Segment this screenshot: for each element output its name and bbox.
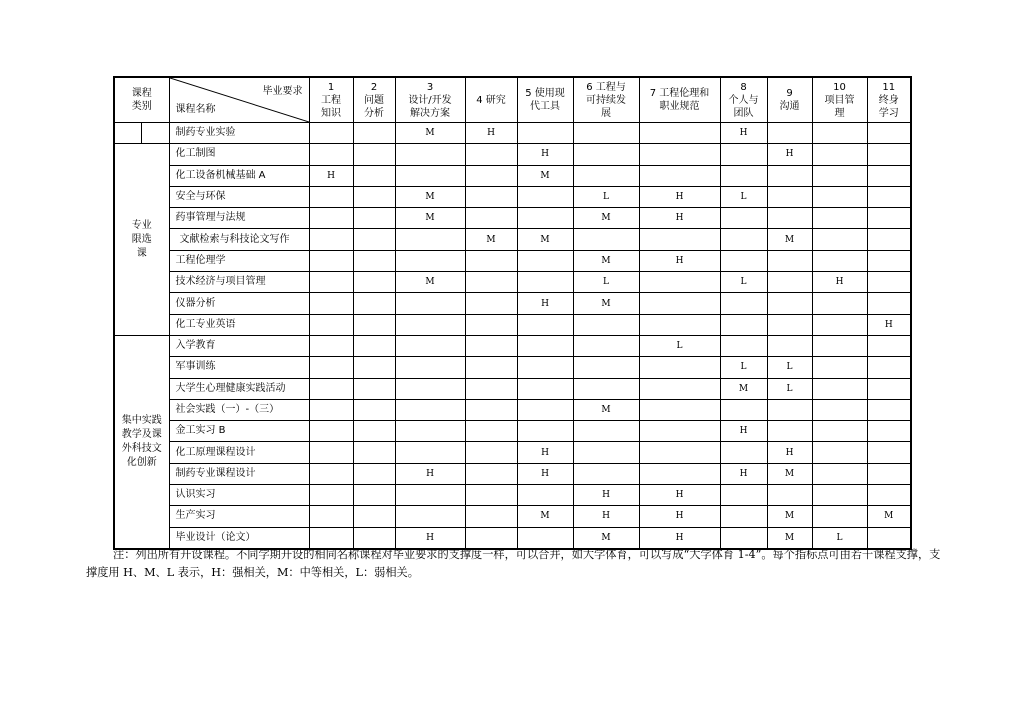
requirement-header-3: 3 设计/开发 解决方案	[395, 77, 465, 123]
support-level-cell	[465, 144, 517, 165]
support-level-cell	[309, 293, 353, 314]
support-level-cell	[517, 314, 573, 335]
support-level-cell: H	[517, 144, 573, 165]
course-name-cell: 制药专业课程设计	[169, 463, 309, 484]
support-level-cell	[465, 335, 517, 356]
support-level-cell	[465, 485, 517, 506]
support-level-cell	[573, 144, 639, 165]
course-name-cell: 生产实习	[169, 506, 309, 527]
support-level-cell	[353, 208, 395, 229]
support-level-cell	[573, 314, 639, 335]
support-level-cell	[573, 378, 639, 399]
support-level-cell	[309, 335, 353, 356]
course-name-cell: 化工设备机械基础 A	[169, 165, 309, 186]
support-level-cell	[767, 186, 812, 207]
support-level-cell	[573, 421, 639, 442]
support-level-cell	[465, 421, 517, 442]
support-level-cell	[720, 485, 767, 506]
course-name-cell: 制药专业实验	[169, 123, 309, 144]
support-level-cell: H	[767, 144, 812, 165]
support-level-cell	[812, 250, 867, 271]
support-level-cell	[867, 144, 911, 165]
support-level-cell	[639, 463, 720, 484]
support-level-cell: M	[573, 293, 639, 314]
table-row	[114, 314, 911, 335]
support-level-cell	[353, 421, 395, 442]
support-level-cell	[353, 378, 395, 399]
support-level-cell	[353, 250, 395, 271]
support-level-cell	[639, 378, 720, 399]
table-row	[114, 272, 911, 293]
support-level-cell	[867, 208, 911, 229]
support-level-cell	[812, 314, 867, 335]
requirement-header-11: 11 终身 学习	[867, 77, 911, 123]
support-level-cell	[720, 165, 767, 186]
requirement-header-4: 4 研究	[465, 77, 517, 123]
support-level-cell	[867, 485, 911, 506]
support-level-cell: H	[395, 527, 465, 549]
support-level-cell	[867, 378, 911, 399]
table-row	[114, 335, 911, 356]
support-level-cell	[767, 293, 812, 314]
course-category-cell: 集中实践 教学及课 外科技文 化创新	[114, 335, 169, 548]
support-level-cell	[812, 399, 867, 420]
requirement-header-9: 9 沟通	[767, 77, 812, 123]
course-name-cell: 化工制图	[169, 144, 309, 165]
support-level-cell	[812, 229, 867, 250]
support-level-cell	[309, 250, 353, 271]
support-level-cell	[767, 123, 812, 144]
support-level-cell	[517, 421, 573, 442]
support-level-cell	[309, 208, 353, 229]
support-level-cell	[395, 165, 465, 186]
table-row	[114, 485, 911, 506]
support-level-cell	[720, 506, 767, 527]
support-level-cell	[812, 463, 867, 484]
course-name-cell: 社会实践（一）-（三）	[169, 399, 309, 420]
support-level-cell	[517, 357, 573, 378]
requirement-header-1: 1 工程 知识	[309, 77, 353, 123]
support-level-cell: L	[720, 186, 767, 207]
table-row	[114, 357, 911, 378]
support-level-cell	[573, 357, 639, 378]
support-level-cell	[395, 293, 465, 314]
support-level-cell	[867, 293, 911, 314]
support-level-cell	[309, 144, 353, 165]
support-level-cell	[395, 357, 465, 378]
support-level-cell: H	[867, 314, 911, 335]
support-level-cell	[309, 186, 353, 207]
course-name-cell: 技术经济与项目管理	[169, 272, 309, 293]
support-level-cell	[395, 378, 465, 399]
support-level-cell	[309, 506, 353, 527]
support-level-cell: L	[720, 272, 767, 293]
support-level-cell	[720, 208, 767, 229]
support-level-cell	[465, 165, 517, 186]
course-name-cell: 金工实习 B	[169, 421, 309, 442]
support-level-cell	[309, 272, 353, 293]
course-name-cell: 药事管理与法规	[169, 208, 309, 229]
support-level-cell	[767, 250, 812, 271]
support-level-cell	[720, 250, 767, 271]
support-level-cell: M	[767, 506, 812, 527]
support-level-cell: M	[573, 208, 639, 229]
support-level-cell	[353, 485, 395, 506]
support-level-cell	[867, 442, 911, 463]
course-name-cell: 化工专业英语	[169, 314, 309, 335]
support-level-cell: M	[465, 229, 517, 250]
table-row	[114, 208, 911, 229]
support-level-cell	[720, 293, 767, 314]
support-level-cell: H	[517, 442, 573, 463]
support-level-cell: M	[517, 165, 573, 186]
support-level-cell	[465, 357, 517, 378]
support-level-cell	[465, 442, 517, 463]
support-level-cell	[573, 463, 639, 484]
category-header	[114, 77, 169, 123]
support-level-cell	[867, 186, 911, 207]
course-name-cell: 大学生心理健康实践活动	[169, 378, 309, 399]
support-level-cell	[720, 229, 767, 250]
support-level-cell: M	[517, 229, 573, 250]
course-name-cell: 文献检索与科技论文写作	[169, 229, 309, 250]
support-level-cell	[812, 357, 867, 378]
support-level-cell	[395, 485, 465, 506]
table-row	[114, 421, 911, 442]
course-name-cell: 毕业设计（论文）	[169, 527, 309, 549]
support-level-cell	[812, 208, 867, 229]
table-row	[114, 442, 911, 463]
support-level-cell: L	[812, 527, 867, 549]
support-level-cell: H	[720, 123, 767, 144]
support-level-cell	[720, 399, 767, 420]
support-level-cell	[353, 399, 395, 420]
support-level-cell	[812, 335, 867, 356]
course-category-cell	[114, 123, 141, 144]
support-level-cell	[353, 506, 395, 527]
support-level-cell: M	[867, 506, 911, 527]
support-level-cell	[309, 485, 353, 506]
support-level-cell: M	[395, 272, 465, 293]
support-level-cell	[867, 421, 911, 442]
support-level-cell	[517, 335, 573, 356]
support-level-cell	[517, 378, 573, 399]
table-row	[114, 463, 911, 484]
support-level-cell: M	[395, 123, 465, 144]
support-level-cell	[867, 229, 911, 250]
support-level-cell	[639, 399, 720, 420]
support-level-cell: H	[573, 485, 639, 506]
support-level-cell	[867, 357, 911, 378]
support-level-cell	[573, 229, 639, 250]
course-name-cell: 工程伦理学	[169, 250, 309, 271]
header-row	[114, 77, 911, 123]
support-level-cell: H	[639, 485, 720, 506]
support-level-cell: H	[573, 506, 639, 527]
table-row	[114, 165, 911, 186]
support-level-cell: H	[812, 272, 867, 293]
support-level-cell	[465, 378, 517, 399]
support-level-cell	[465, 463, 517, 484]
support-level-cell	[353, 144, 395, 165]
support-level-cell	[353, 463, 395, 484]
support-level-cell	[867, 123, 911, 144]
support-level-cell	[639, 123, 720, 144]
support-level-cell	[309, 421, 353, 442]
support-level-cell: H	[720, 463, 767, 484]
support-level-cell	[353, 186, 395, 207]
support-level-cell	[639, 229, 720, 250]
support-level-cell: H	[517, 293, 573, 314]
requirement-header-5: 5 使用现 代工具	[517, 77, 573, 123]
support-level-cell	[812, 506, 867, 527]
support-level-cell	[867, 250, 911, 271]
support-level-cell	[812, 442, 867, 463]
table-row	[114, 250, 911, 271]
support-level-cell: L	[573, 186, 639, 207]
support-level-cell: L	[767, 357, 812, 378]
table-row	[114, 378, 911, 399]
support-level-cell	[812, 123, 867, 144]
support-level-cell	[517, 250, 573, 271]
course-requirement-matrix	[113, 76, 912, 550]
support-level-cell: L	[573, 272, 639, 293]
support-level-cell	[639, 293, 720, 314]
support-level-cell	[517, 485, 573, 506]
course-name-cell: 安全与环保	[169, 186, 309, 207]
support-level-cell: M	[767, 527, 812, 549]
support-level-cell	[867, 399, 911, 420]
support-level-cell	[395, 335, 465, 356]
support-level-cell	[767, 421, 812, 442]
support-level-cell	[353, 123, 395, 144]
support-level-cell	[812, 293, 867, 314]
support-level-cell: M	[767, 229, 812, 250]
support-level-cell	[395, 506, 465, 527]
support-level-cell	[639, 144, 720, 165]
support-level-cell	[353, 229, 395, 250]
support-level-cell: M	[573, 250, 639, 271]
support-level-cell	[395, 314, 465, 335]
support-level-cell	[395, 229, 465, 250]
support-level-cell: H	[639, 527, 720, 549]
support-level-cell	[639, 272, 720, 293]
support-level-cell: H	[465, 123, 517, 144]
course-subcategory-cell	[141, 123, 169, 144]
course-name-header-label: 课程名称	[175, 104, 216, 115]
category-header-label: 课程 类别	[131, 88, 152, 112]
support-level-cell	[517, 399, 573, 420]
support-level-cell: M	[573, 399, 639, 420]
support-level-cell	[639, 165, 720, 186]
support-level-cell	[309, 378, 353, 399]
table-row	[114, 144, 911, 165]
support-level-cell	[395, 250, 465, 271]
support-level-cell: M	[395, 186, 465, 207]
requirement-header-2: 2 问题 分析	[353, 77, 395, 123]
support-level-cell	[353, 293, 395, 314]
support-level-cell: H	[639, 250, 720, 271]
support-level-cell	[767, 272, 812, 293]
support-level-cell: M	[767, 463, 812, 484]
table-row	[114, 399, 911, 420]
support-level-cell	[867, 463, 911, 484]
support-level-cell	[353, 357, 395, 378]
support-level-cell	[465, 272, 517, 293]
course-name-cell: 军事训练	[169, 357, 309, 378]
support-level-cell: H	[720, 421, 767, 442]
support-level-cell	[812, 186, 867, 207]
course-name-cell: 仪器分析	[169, 293, 309, 314]
support-level-cell	[309, 123, 353, 144]
requirement-header-8: 8 个人与 团队	[720, 77, 767, 123]
support-level-cell: H	[395, 463, 465, 484]
support-level-cell	[720, 335, 767, 356]
support-level-cell: M	[395, 208, 465, 229]
support-level-cell	[867, 335, 911, 356]
support-level-cell	[465, 250, 517, 271]
table-row	[114, 123, 911, 144]
support-level-cell	[353, 335, 395, 356]
support-level-cell: H	[309, 165, 353, 186]
course-name-cell: 入学教育	[169, 335, 309, 356]
support-level-cell	[812, 165, 867, 186]
support-level-cell	[767, 335, 812, 356]
support-level-cell: M	[517, 506, 573, 527]
support-level-cell	[465, 314, 517, 335]
requirement-header-7: 7 工程伦理和 职业规范	[639, 77, 720, 123]
support-level-cell	[720, 442, 767, 463]
requirement-header-6: 6 工程与 可持续发 展	[573, 77, 639, 123]
support-level-cell	[395, 399, 465, 420]
table-row	[114, 506, 911, 527]
support-level-cell	[465, 399, 517, 420]
support-level-cell	[395, 421, 465, 442]
course-name-cell: 化工原理课程设计	[169, 442, 309, 463]
support-level-cell: H	[639, 208, 720, 229]
table-row	[114, 186, 911, 207]
support-level-cell	[767, 165, 812, 186]
support-level-cell	[767, 314, 812, 335]
support-level-cell	[309, 442, 353, 463]
support-level-cell	[465, 506, 517, 527]
diagonal-header-cell	[169, 77, 309, 123]
table-row	[114, 229, 911, 250]
support-level-cell	[812, 144, 867, 165]
support-level-cell	[395, 144, 465, 165]
support-level-cell	[867, 165, 911, 186]
support-level-cell: L	[767, 378, 812, 399]
support-level-cell	[767, 485, 812, 506]
requirement-header-10: 10 项目管 理	[812, 77, 867, 123]
support-level-cell	[573, 442, 639, 463]
table-row	[114, 293, 911, 314]
support-level-cell	[767, 399, 812, 420]
support-level-cell: M	[573, 527, 639, 549]
support-level-cell	[353, 272, 395, 293]
support-level-cell	[465, 293, 517, 314]
support-level-cell: H	[639, 506, 720, 527]
support-level-cell: L	[720, 357, 767, 378]
support-level-cell	[465, 186, 517, 207]
support-level-cell	[517, 123, 573, 144]
support-level-cell	[573, 123, 639, 144]
support-level-cell: H	[639, 186, 720, 207]
support-level-cell	[395, 442, 465, 463]
support-level-cell: L	[639, 335, 720, 356]
support-level-cell	[812, 485, 867, 506]
support-level-cell	[867, 272, 911, 293]
support-level-cell	[573, 165, 639, 186]
footnote: 注：列出所有开设课程。不同学期开设的相同名称课程对毕业要求的支撑度一样，可以合并，如大学体育，可以写成“大学体育 1-4”。每个指标点可由若干课程支撑，支撑度用 H、M、L 表示，H：强相关，M：中等相关，L：弱相关。	[86, 548, 941, 579]
support-level-cell	[517, 272, 573, 293]
support-level-cell	[517, 186, 573, 207]
support-level-cell	[309, 314, 353, 335]
support-level-cell	[720, 314, 767, 335]
support-level-cell	[465, 208, 517, 229]
support-level-cell	[309, 357, 353, 378]
support-level-cell	[639, 314, 720, 335]
support-level-cell: H	[767, 442, 812, 463]
course-category-cell: 专业 限选 课	[114, 144, 169, 336]
support-level-cell	[639, 421, 720, 442]
support-level-cell	[812, 421, 867, 442]
support-level-cell	[309, 463, 353, 484]
support-level-cell: M	[720, 378, 767, 399]
support-level-cell	[517, 208, 573, 229]
support-level-cell	[353, 165, 395, 186]
support-level-cell	[812, 378, 867, 399]
requirement-header-label: 毕业要求	[262, 86, 303, 97]
support-level-cell	[353, 314, 395, 335]
support-level-cell	[639, 357, 720, 378]
course-name-cell: 认识实习	[169, 485, 309, 506]
support-level-cell	[720, 144, 767, 165]
support-level-cell	[767, 208, 812, 229]
support-level-cell	[573, 335, 639, 356]
support-level-cell: H	[517, 463, 573, 484]
support-level-cell	[309, 229, 353, 250]
support-level-cell	[639, 442, 720, 463]
support-level-cell	[309, 399, 353, 420]
support-level-cell	[353, 442, 395, 463]
